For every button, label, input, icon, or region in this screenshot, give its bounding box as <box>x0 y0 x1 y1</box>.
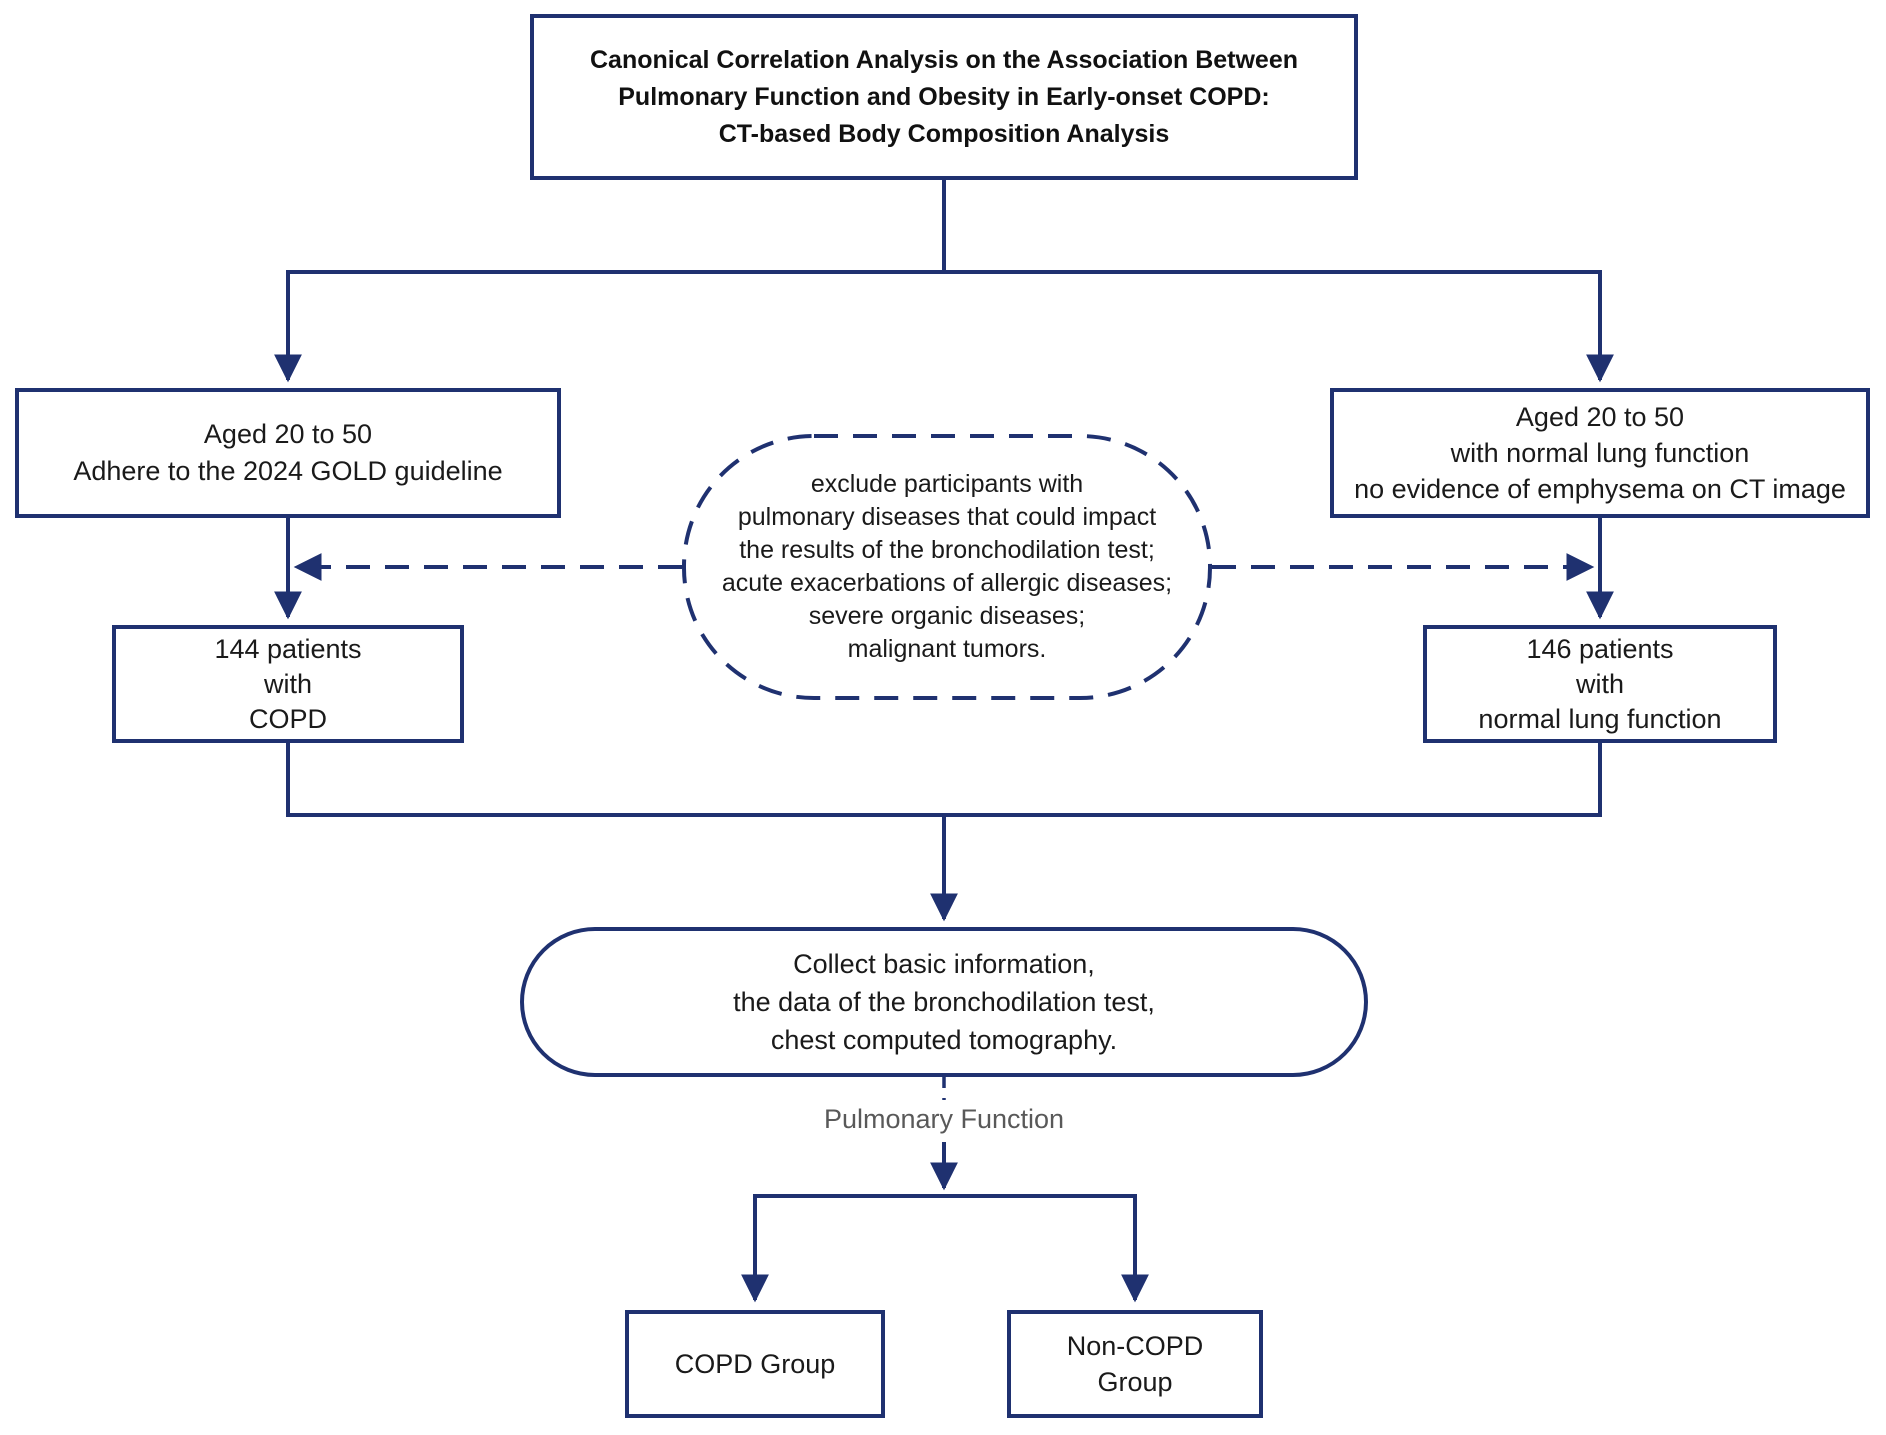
right-criteria-box <box>1330 388 1870 518</box>
text-line: Group <box>1097 1367 1173 1397</box>
top-split-line <box>288 272 1600 380</box>
copd-group-box <box>625 1310 885 1418</box>
text-line: Collect basic information, <box>793 949 1095 979</box>
text-line: malignant tumors. <box>847 635 1047 663</box>
text-line: 144 patients <box>214 633 362 664</box>
text-line: Adhere to the 2024 GOLD guideline <box>73 456 503 486</box>
text-line: severe organic diseases; <box>808 602 1086 630</box>
text-line: Aged 20 to 50 <box>203 419 373 449</box>
title-line: Canonical Correlation Analysis on the Association Between <box>589 45 1299 74</box>
text-line: pulmonary diseases that could impact <box>737 503 1157 531</box>
text-line: with <box>263 668 312 699</box>
non-copd-group-box <box>1007 1310 1263 1418</box>
text-line: normal lung function <box>1478 703 1722 734</box>
copd-patient-count-box <box>112 625 464 743</box>
text-line: the data of the bronchodilation test, <box>733 987 1155 1017</box>
merge-line <box>288 743 1600 815</box>
text-line: no evidence of emphysema on CT image <box>1354 474 1846 504</box>
text-line: with <box>1575 668 1624 699</box>
normal-patient-count-box <box>1423 625 1777 743</box>
text-line: chest computed tomography. <box>770 1025 1118 1055</box>
text-line: exclude participants with <box>810 470 1084 498</box>
text-line: acute exacerbations of allergic diseases; <box>721 569 1173 597</box>
text-line: the results of the bronchodilation test; <box>739 536 1155 564</box>
pulmonary-function-label: Pulmonary Function <box>823 1104 1065 1134</box>
text-line: COPD Group <box>674 1349 836 1379</box>
data-collection-stadium <box>520 927 1368 1077</box>
left-criteria-box <box>15 388 561 518</box>
exclusion-criteria-stadium <box>682 434 1212 700</box>
text-line: Aged 20 to 50 <box>1515 402 1685 432</box>
title-box <box>530 14 1358 180</box>
text-line: with normal lung function <box>1450 438 1750 468</box>
text-line: COPD <box>248 703 327 734</box>
title-line: CT-based Body Composition Analysis <box>718 119 1170 148</box>
text-line: Non-COPD <box>1066 1331 1204 1361</box>
title-line: Pulmonary Function and Obesity in Early-onset COPD: <box>618 82 1270 111</box>
text-line: 146 patients <box>1526 633 1674 664</box>
bottom-split-line <box>755 1196 1135 1300</box>
